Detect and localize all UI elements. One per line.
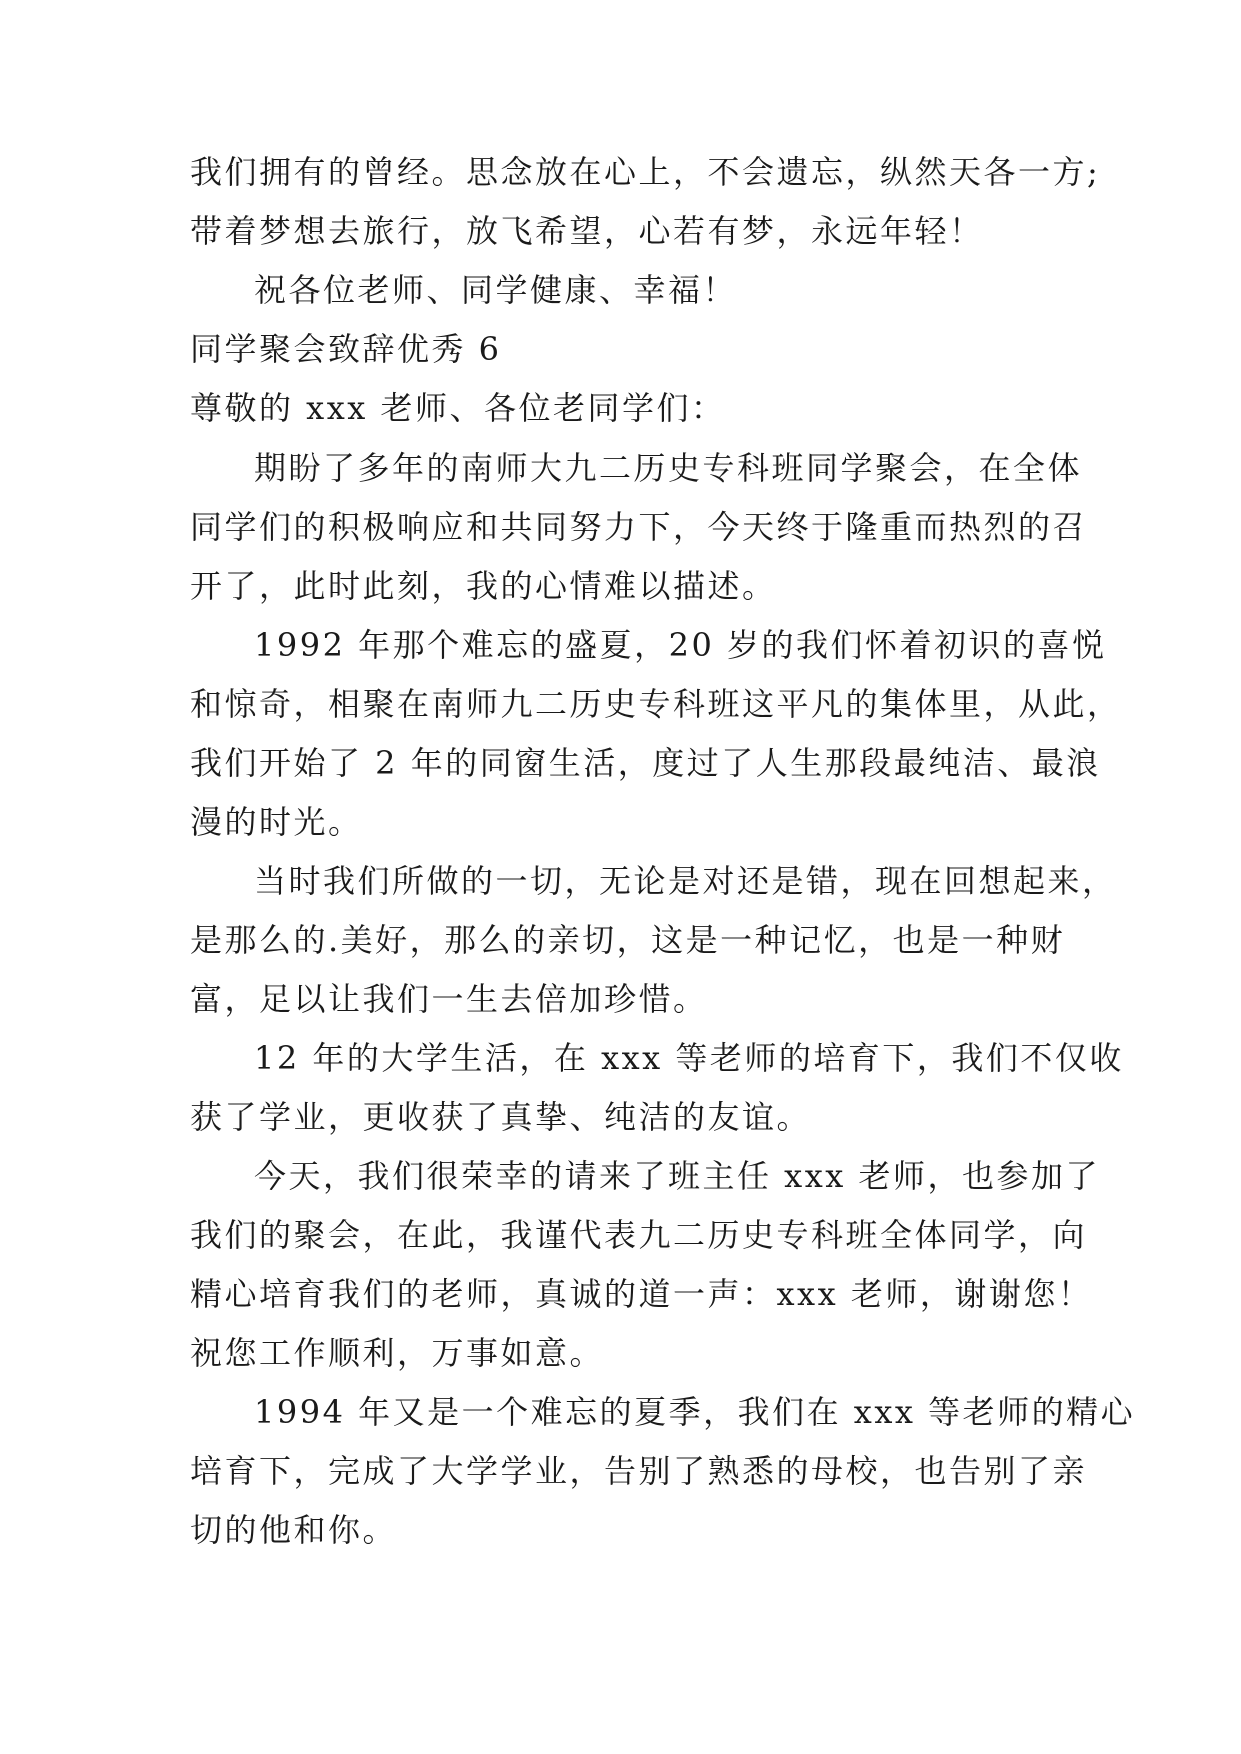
text-line: 祝各位老师、同学健康、幸福！ [254, 271, 738, 309]
text-line: 1992 年那个难忘的盛夏，20 岁的我们怀着初识的喜悦 [254, 626, 1107, 664]
text-line: 同学们的积极响应和共同努力下，今天终于隆重而热烈的召 [190, 508, 1088, 546]
text-line: 今天，我们很荣幸的请来了班主任 xxx 老师，也参加了 [254, 1157, 1100, 1195]
text-line: 富，足以让我们一生去倍加珍惜。 [190, 980, 708, 1018]
text-line: 切的他和你。 [190, 1511, 398, 1549]
text-line: 12 年的大学生活，在 xxx 等老师的培育下，我们不仅收 [254, 1039, 1124, 1077]
text-line: 带着梦想去旅行，放飞希望，心若有梦，永远年轻！ [190, 212, 984, 250]
text-line: 1994 年又是一个难忘的夏季，我们在 xxx 等老师的精心 [254, 1393, 1136, 1431]
text-line: 期盼了多年的南师大九二历史专科班同学聚会，在全体 [254, 449, 1083, 487]
salutation: 尊敬的 xxx 老师、各位老同学们： [190, 389, 726, 427]
text-line: 我们拥有的曾经。思念放在心上，不会遗忘，纵然天各一方; [190, 153, 1101, 191]
text-line: 是那么的.美好，那么的亲切，这是一种记忆，也是一种财 [190, 921, 1066, 959]
text-line: 我们的聚会，在此，我谨代表九二历史专科班全体同学，向 [190, 1216, 1088, 1254]
text-line: 培育下，完成了大学学业，告别了熟悉的母校，也告别了亲 [190, 1452, 1088, 1490]
section-heading: 同学聚会致辞优秀 6 [190, 330, 502, 368]
text-line: 祝您工作顺利，万事如意。 [190, 1334, 605, 1372]
text-line: 我们开始了 2 年的同窗生活，度过了人生那段最纯洁、最浪 [190, 744, 1101, 782]
text-line: 获了学业，更收获了真挚、纯洁的友谊。 [190, 1098, 812, 1136]
text-line: 和惊奇，相聚在南师九二历史专科班这平凡的集体里，从此， [190, 685, 1122, 723]
text-line: 漫的时光。 [190, 803, 363, 841]
text-line: 精心培育我们的老师，真诚的道一声：xxx 老师，谢谢您！ [190, 1275, 1093, 1313]
text-line: 开了，此时此刻，我的心情难以描述。 [190, 567, 777, 605]
text-line: 当时我们所做的一切，无论是对还是错，现在回想起来， [254, 862, 1117, 900]
